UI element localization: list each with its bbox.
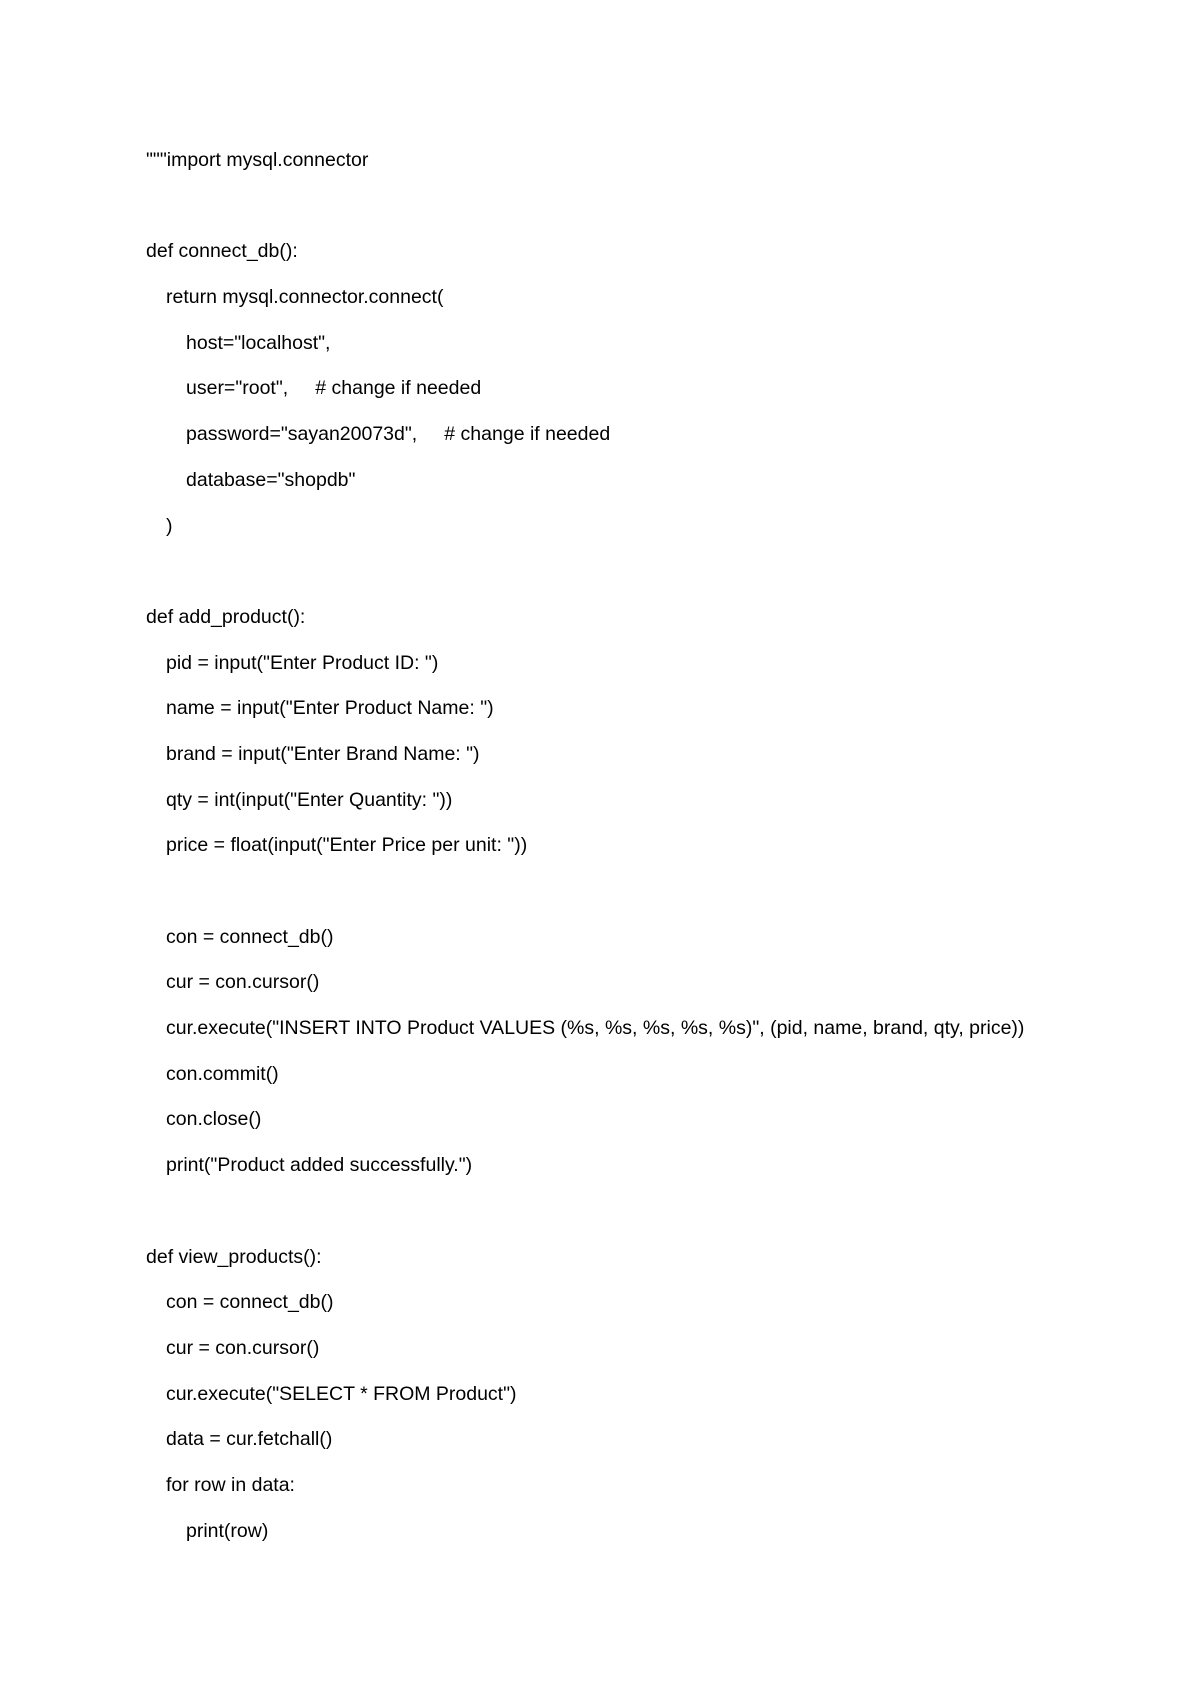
code-line: def connect_db(): <box>146 240 298 263</box>
code-line: for row in data: <box>166 1473 295 1496</box>
code-line: user="root", # change if needed <box>186 377 482 400</box>
code-listing <box>146 146 1146 1562</box>
code-line: pid = input("Enter Product ID: ") <box>166 651 439 674</box>
code-line: data = cur.fetchall() <box>166 1428 333 1451</box>
code-line: qty = int(input("Enter Quantity: ")) <box>166 788 453 811</box>
code-line: return mysql.connector.connect( <box>166 286 444 309</box>
code-line: con.commit() <box>166 1062 279 1085</box>
blank-line <box>146 557 1146 603</box>
code-line: cur.execute("SELECT * FROM Product") <box>166 1382 517 1405</box>
code-line: con = connect_db() <box>166 1291 334 1314</box>
code-line: brand = input("Enter Brand Name: ") <box>166 742 480 765</box>
code-line: password="sayan20073d", # change if needed <box>186 423 611 446</box>
code-line: con.close() <box>166 1108 262 1131</box>
code-line: cur = con.cursor() <box>166 1336 320 1359</box>
code-line: name = input("Enter Product Name: ") <box>166 697 494 720</box>
code-line: price = float(input("Enter Price per unit: ")) <box>166 834 528 857</box>
code-line: ) <box>166 514 173 537</box>
blank-line <box>146 877 1146 923</box>
blank-line <box>146 192 1146 238</box>
code-line: def add_product(): <box>146 605 306 628</box>
code-line: def view_products(): <box>146 1245 322 1268</box>
code-line: con = connect_db() <box>166 925 334 948</box>
code-line: print("Product added successfully.") <box>166 1154 473 1177</box>
code-line: host="localhost", <box>186 331 331 354</box>
code-line: database="shopdb" <box>186 468 356 491</box>
code-line: cur.execute("INSERT INTO Product VALUES (%s, %s, %s, %s, %s)", (pid, name, brand, qty, price)) <box>166 1017 1025 1040</box>
blank-line <box>146 1197 1146 1243</box>
code-line: print(row) <box>186 1519 269 1542</box>
code-line: """import mysql.connector <box>146 149 369 171</box>
code-line: cur = con.cursor() <box>166 971 320 994</box>
